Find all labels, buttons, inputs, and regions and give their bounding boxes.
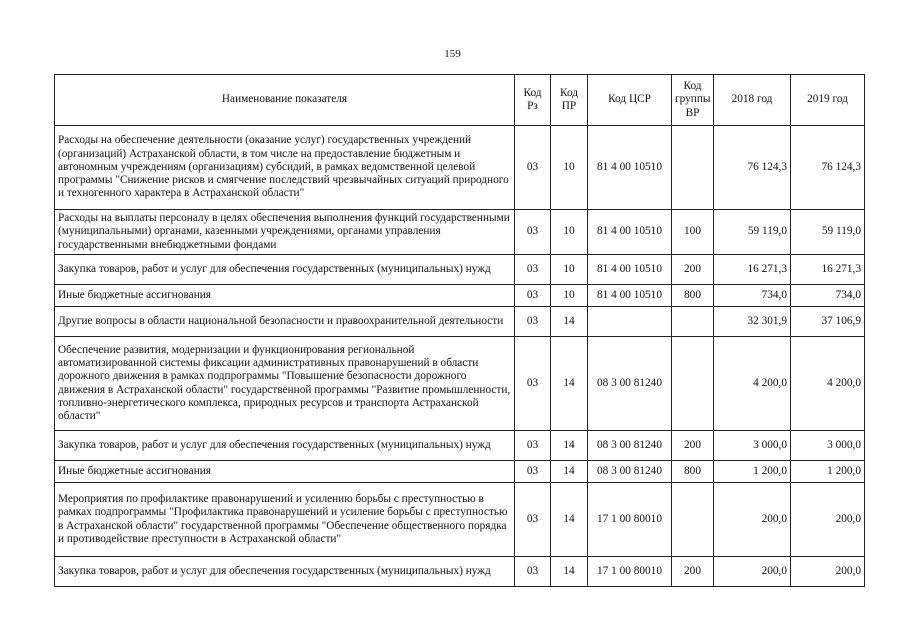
row-vr xyxy=(672,483,714,557)
row-2018: 200,0 xyxy=(714,483,791,557)
table-header-row xyxy=(55,75,865,126)
row-pr: 14 xyxy=(551,483,588,557)
row-rz: 03 xyxy=(515,255,551,285)
row-2018: 200,0 xyxy=(714,557,791,587)
row-2019: 200,0 xyxy=(791,557,865,587)
table-row xyxy=(55,337,865,431)
table-row xyxy=(55,307,865,337)
row-csr: 81 4 00 10510 xyxy=(588,285,672,307)
row-csr: 81 4 00 10510 xyxy=(588,255,672,285)
row-2019: 200,0 xyxy=(791,483,865,557)
row-name: Мероприятия по профилактике правонарушений и усилению борьбы с преступностью в рамках подпрограммы "Профилактика правонарушений и усиление борьбы с преступностью в Астраханской области" государственной программы "Обеспечение общественного порядка и противодействие преступности в Астраханской области" xyxy=(55,483,515,557)
row-rz: 03 xyxy=(515,461,551,483)
row-rz: 03 xyxy=(515,307,551,337)
row-2018: 734,0 xyxy=(714,285,791,307)
row-pr: 14 xyxy=(551,461,588,483)
row-2019: 76 124,3 xyxy=(791,126,865,210)
row-2018: 76 124,3 xyxy=(714,126,791,210)
row-2018: 4 200,0 xyxy=(714,337,791,431)
row-pr: 10 xyxy=(551,126,588,210)
row-vr xyxy=(672,337,714,431)
page-number: 159 xyxy=(444,48,461,60)
table-row xyxy=(55,210,865,255)
row-2019: 734,0 xyxy=(791,285,865,307)
row-pr: 10 xyxy=(551,255,588,285)
row-vr: 800 xyxy=(672,285,714,307)
row-rz: 03 xyxy=(515,483,551,557)
row-vr xyxy=(672,307,714,337)
row-2018: 59 119,0 xyxy=(714,210,791,255)
header-pr: Код ПР xyxy=(551,75,588,126)
row-2018: 1 200,0 xyxy=(714,461,791,483)
row-name: Расходы на выплаты персоналу в целях обеспечения выполнения функций государственными (муниципальными) органами, казенными учреждениями, органами управления государственными внебюджетными фондами xyxy=(55,210,515,255)
row-rz: 03 xyxy=(515,337,551,431)
row-vr xyxy=(672,126,714,210)
table-row xyxy=(55,285,865,307)
row-vr: 200 xyxy=(672,557,714,587)
budget-table xyxy=(54,74,865,587)
row-pr: 10 xyxy=(551,285,588,307)
row-2019: 4 200,0 xyxy=(791,337,865,431)
row-csr: 17 1 00 80010 xyxy=(588,557,672,587)
row-vr: 200 xyxy=(672,255,714,285)
row-vr: 200 xyxy=(672,431,714,461)
row-csr: 08 3 00 81240 xyxy=(588,337,672,431)
row-pr: 14 xyxy=(551,337,588,431)
row-vr: 800 xyxy=(672,461,714,483)
table-row xyxy=(55,557,865,587)
table-row xyxy=(55,431,865,461)
row-csr: 81 4 00 10510 xyxy=(588,210,672,255)
row-pr: 14 xyxy=(551,431,588,461)
header-2019: 2019 год xyxy=(791,75,865,126)
row-rz: 03 xyxy=(515,557,551,587)
table-row xyxy=(55,255,865,285)
row-csr xyxy=(588,307,672,337)
row-name: Закупка товаров, работ и услуг для обеспечения государственных (муниципальных) нужд xyxy=(55,557,515,587)
row-name: Расходы на обеспечение деятельности (оказание услуг) государственных учреждений (организаций) Астраханской области, в том числе на предоставление бюджетным и автономным учреждениям (организациям) субсидий, в рамках ведомственной целевой программы "Снижение рисков и смягчение последствий чрезвычайных ситуаций природного и техногенного характера в Астраханской области" xyxy=(55,126,515,210)
row-pr: 10 xyxy=(551,210,588,255)
header-rz: Код Рз xyxy=(515,75,551,126)
row-2018: 16 271,3 xyxy=(714,255,791,285)
row-name: Закупка товаров, работ и услуг для обеспечения государственных (муниципальных) нужд xyxy=(55,431,515,461)
row-csr: 08 3 00 81240 xyxy=(588,431,672,461)
table-row xyxy=(55,126,865,210)
row-pr: 14 xyxy=(551,307,588,337)
row-2018: 32 301,9 xyxy=(714,307,791,337)
row-2018: 3 000,0 xyxy=(714,431,791,461)
row-2019: 3 000,0 xyxy=(791,431,865,461)
header-vr: Код группы ВР xyxy=(672,75,714,126)
row-rz: 03 xyxy=(515,285,551,307)
row-pr: 14 xyxy=(551,557,588,587)
header-csr: Код ЦСР xyxy=(588,75,672,126)
row-csr: 08 3 00 81240 xyxy=(588,461,672,483)
row-name: Закупка товаров, работ и услуг для обеспечения государственных (муниципальных) нужд xyxy=(55,255,515,285)
table-row xyxy=(55,461,865,483)
row-rz: 03 xyxy=(515,126,551,210)
row-rz: 03 xyxy=(515,210,551,255)
row-name: Обеспечение развития, модернизации и функционирования региональной автоматизированной системы фиксации административных правонарушений в области дорожного движения в рамках подпрограммы "Повышение безопасности дорожного движения в Астраханской области" государственной программы "Развитие промышленности, топливно-энергетического комплекса, природных ресурсов и транспорта Астраханской области" xyxy=(55,337,515,431)
row-vr: 100 xyxy=(672,210,714,255)
row-name: Иные бюджетные ассигнования xyxy=(55,285,515,307)
table-row xyxy=(55,483,865,557)
row-2019: 59 119,0 xyxy=(791,210,865,255)
row-name: Другие вопросы в области национальной безопасности и правоохранительной деятельности xyxy=(55,307,515,337)
header-2018: 2018 год xyxy=(714,75,791,126)
row-name: Иные бюджетные ассигнования xyxy=(55,461,515,483)
row-csr: 81 4 00 10510 xyxy=(588,126,672,210)
row-rz: 03 xyxy=(515,431,551,461)
row-2019: 16 271,3 xyxy=(791,255,865,285)
row-2019: 37 106,9 xyxy=(791,307,865,337)
header-name: Наименование показателя xyxy=(55,75,515,126)
row-2019: 1 200,0 xyxy=(791,461,865,483)
row-csr: 17 1 00 80010 xyxy=(588,483,672,557)
